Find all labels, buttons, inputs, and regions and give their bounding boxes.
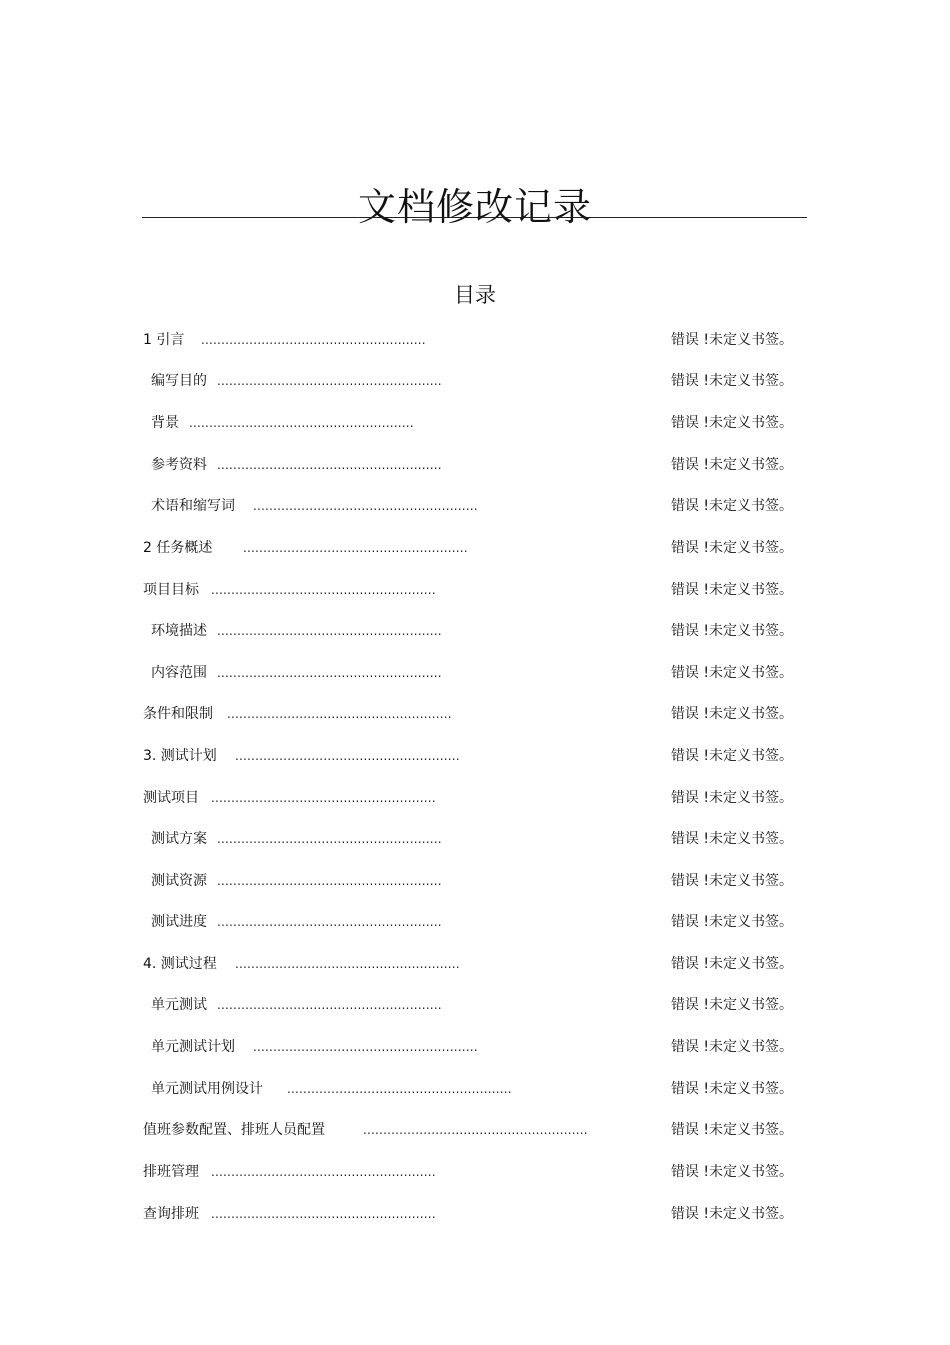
toc-dot-leader: ........................................................ bbox=[189, 416, 414, 430]
title-divider bbox=[142, 217, 807, 218]
toc-dot-leader: ........................................................ bbox=[363, 1123, 588, 1137]
toc-page-ref: 错误 !未定义书签。 bbox=[670, 748, 793, 764]
toc-entry-environment[interactable] bbox=[143, 616, 793, 646]
toc-page-ref: 错误 !未定义书签。 bbox=[670, 665, 793, 681]
toc-dot-leader: ........................................................ bbox=[211, 583, 436, 597]
toc-page-ref: 错误 !未定义书签。 bbox=[670, 706, 793, 722]
toc-entry-test-approach[interactable] bbox=[143, 824, 793, 854]
toc-entry-label: 单元测试 bbox=[151, 997, 207, 1013]
toc-entry-label: 测试方案 bbox=[151, 831, 207, 847]
toc-entry-label: 背景 bbox=[151, 415, 179, 431]
toc-entry-label: 术语和缩写词 bbox=[151, 498, 235, 514]
toc-page-ref: 错误 !未定义书签。 bbox=[670, 498, 793, 514]
toc-dot-leader: ........................................................ bbox=[217, 374, 442, 388]
toc-entry-label: 环境描述 bbox=[151, 623, 207, 639]
toc-entry-label: 值班参数配置、排班人员配置 bbox=[143, 1122, 325, 1138]
toc-entry-test-items[interactable] bbox=[143, 783, 793, 813]
toc-entry-shift-query[interactable] bbox=[143, 1199, 793, 1229]
toc-dot-leader: ........................................................ bbox=[227, 707, 452, 721]
toc-page-ref: 错误 !未定义书签。 bbox=[670, 831, 793, 847]
toc-dot-leader: ........................................................ bbox=[217, 624, 442, 638]
toc-entry-label: 测试资源 bbox=[151, 873, 207, 889]
toc-dot-leader: ........................................................ bbox=[243, 541, 468, 555]
toc-page-ref: 错误 !未定义书签。 bbox=[670, 790, 793, 806]
toc-page-ref: 错误 !未定义书签。 bbox=[670, 415, 793, 431]
toc-entry-unit-test-plan[interactable] bbox=[143, 1032, 793, 1062]
toc-entry-background[interactable] bbox=[143, 408, 793, 438]
toc-dot-leader: ........................................................ bbox=[217, 832, 442, 846]
toc-dot-leader: ........................................................ bbox=[217, 915, 442, 929]
toc-dot-leader: ........................................................ bbox=[217, 458, 442, 472]
toc-dot-leader: ........................................................ bbox=[253, 499, 478, 513]
toc-entry-label: 项目目标 bbox=[143, 582, 199, 598]
toc-dot-leader: ........................................................ bbox=[253, 1040, 478, 1054]
toc-page-ref: 错误 !未定义书签。 bbox=[670, 457, 793, 473]
toc-page-ref: 错误 !未定义书签。 bbox=[670, 332, 793, 348]
toc-page-ref: 错误 !未定义书签。 bbox=[670, 956, 793, 972]
toc-dot-leader: ........................................................ bbox=[211, 791, 436, 805]
toc-entry-purpose[interactable] bbox=[143, 366, 793, 396]
toc-entry-label: 单元测试用例设计 bbox=[151, 1081, 263, 1097]
toc-page-ref: 错误 !未定义书签。 bbox=[670, 540, 793, 556]
toc-dot-leader: ........................................................ bbox=[287, 1082, 512, 1096]
toc-entry-glossary[interactable] bbox=[143, 491, 793, 521]
toc-dot-leader: ........................................................ bbox=[211, 1207, 436, 1221]
toc-entry-label: 参考资料 bbox=[151, 457, 207, 473]
toc-entry-label: 排班管理 bbox=[143, 1164, 199, 1180]
toc-dot-leader: ........................................................ bbox=[235, 749, 460, 763]
toc-heading: 目录 bbox=[454, 283, 496, 307]
toc-dot-leader: ........................................................ bbox=[211, 1165, 436, 1179]
toc-entry-label: 查询排班 bbox=[143, 1206, 199, 1222]
toc-page-ref: 错误 !未定义书签。 bbox=[670, 1039, 793, 1055]
toc-page-ref: 错误 !未定义书签。 bbox=[670, 873, 793, 889]
toc-entry-label: 测试项目 bbox=[143, 790, 199, 806]
toc-entry-label: 4. 测试过程 bbox=[143, 956, 217, 972]
toc-entry-label: 1 引言 bbox=[143, 332, 185, 348]
toc-dot-leader: ........................................................ bbox=[217, 874, 442, 888]
toc-dot-leader: ........................................................ bbox=[217, 666, 442, 680]
toc-entry-label: 条件和限制 bbox=[143, 706, 213, 722]
toc-entry-duty-config[interactable] bbox=[143, 1115, 793, 1145]
toc-dot-leader: ........................................................ bbox=[217, 998, 442, 1012]
toc-page-ref: 错误 !未定义书签。 bbox=[670, 1206, 793, 1222]
toc-entry-unit-test-case-design[interactable] bbox=[143, 1074, 793, 1104]
toc-page-ref: 错误 !未定义书签。 bbox=[670, 623, 793, 639]
toc-entry-references[interactable] bbox=[143, 450, 793, 480]
toc-page-ref: 错误 !未定义书签。 bbox=[670, 997, 793, 1013]
toc-entry-task-overview[interactable] bbox=[143, 533, 793, 563]
toc-page-ref: 错误 !未定义书签。 bbox=[670, 1122, 793, 1138]
toc-entry-label: 测试进度 bbox=[151, 914, 207, 930]
document-title: 文档修改记录 bbox=[357, 185, 592, 230]
toc-page-ref: 错误 !未定义书签。 bbox=[670, 373, 793, 389]
toc-entry-label: 3. 测试计划 bbox=[143, 748, 217, 764]
toc-entry-introduction[interactable] bbox=[143, 325, 793, 355]
toc-entry-scope[interactable] bbox=[143, 658, 793, 688]
toc-dot-leader: ........................................................ bbox=[201, 333, 426, 347]
toc-page-ref: 错误 !未定义书签。 bbox=[670, 582, 793, 598]
toc-page-ref: 错误 !未定义书签。 bbox=[670, 914, 793, 930]
toc-entry-label: 编写目的 bbox=[151, 373, 207, 389]
toc-entry-label: 单元测试计划 bbox=[151, 1039, 235, 1055]
toc-entry-project-goal[interactable] bbox=[143, 575, 793, 605]
toc-entry-test-plan[interactable] bbox=[143, 741, 793, 771]
toc-entry-test-process[interactable] bbox=[143, 949, 793, 979]
toc-dot-leader: ........................................................ bbox=[235, 957, 460, 971]
toc-entry-unit-test[interactable] bbox=[143, 990, 793, 1020]
toc-entry-label: 2 任务概述 bbox=[143, 540, 213, 556]
toc-entry-constraints[interactable] bbox=[143, 699, 793, 729]
toc-entry-test-schedule[interactable] bbox=[143, 907, 793, 937]
toc-entry-test-resources[interactable] bbox=[143, 866, 793, 896]
toc-page-ref: 错误 !未定义书签。 bbox=[670, 1164, 793, 1180]
toc-entry-shift-management[interactable] bbox=[143, 1157, 793, 1187]
toc-entry-label: 内容范围 bbox=[151, 665, 207, 681]
toc-page-ref: 错误 !未定义书签。 bbox=[670, 1081, 793, 1097]
